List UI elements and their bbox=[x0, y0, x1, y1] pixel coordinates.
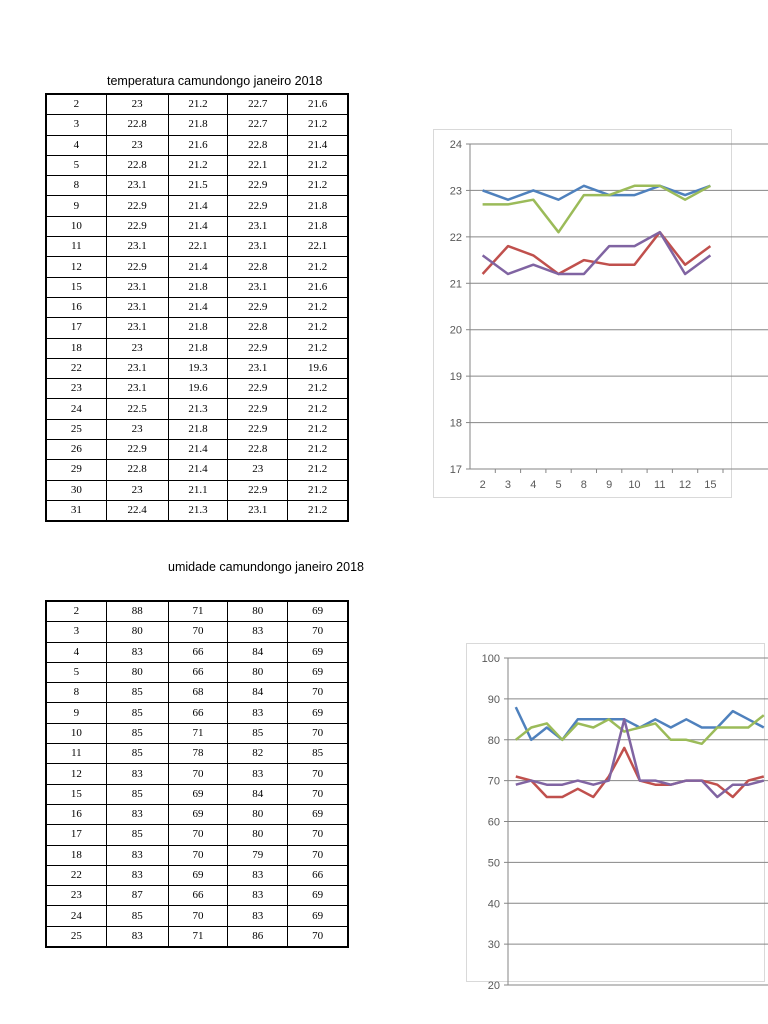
value-cell: 21.3 bbox=[168, 399, 228, 419]
value-cell: 85 bbox=[106, 906, 168, 926]
value-cell: 21.2 bbox=[288, 257, 348, 277]
day-cell: 24 bbox=[46, 906, 106, 926]
value-cell: 21.1 bbox=[168, 480, 228, 500]
value-cell: 22.9 bbox=[228, 176, 288, 196]
value-cell: 21.2 bbox=[288, 155, 348, 175]
day-cell: 25 bbox=[46, 419, 106, 439]
table-row bbox=[46, 500, 348, 521]
table-row bbox=[46, 94, 348, 115]
y-tick-label: 70 bbox=[487, 775, 500, 788]
table-row bbox=[46, 399, 348, 419]
value-cell: 66 bbox=[168, 642, 228, 662]
y-tick-label: 24 bbox=[449, 139, 462, 151]
day-cell: 9 bbox=[46, 703, 106, 723]
value-cell: 83 bbox=[106, 804, 168, 824]
value-cell: 70 bbox=[288, 784, 348, 804]
day-cell: 29 bbox=[46, 460, 106, 480]
humidity-chart-svg bbox=[466, 643, 766, 992]
value-cell: 22.9 bbox=[228, 379, 288, 399]
x-tick-label: 8 bbox=[580, 479, 587, 491]
value-cell: 21.8 bbox=[168, 115, 228, 135]
value-cell: 21.4 bbox=[168, 460, 228, 480]
day-cell: 30 bbox=[46, 480, 106, 500]
x-tick-label: 3 bbox=[504, 479, 512, 491]
value-cell: 70 bbox=[288, 622, 348, 642]
day-cell: 22 bbox=[46, 865, 106, 885]
value-cell: 21.4 bbox=[168, 440, 228, 460]
value-cell: 79 bbox=[228, 845, 288, 865]
value-cell: 22.9 bbox=[106, 257, 168, 277]
value-cell: 22.9 bbox=[228, 480, 288, 500]
temperature-table bbox=[45, 93, 349, 522]
day-cell: 22 bbox=[46, 358, 106, 378]
x-tick-label: 4 bbox=[530, 479, 537, 491]
value-cell: 23.1 bbox=[106, 297, 168, 317]
value-cell: 80 bbox=[106, 622, 168, 642]
value-cell: 23 bbox=[106, 135, 168, 155]
value-cell: 22.9 bbox=[228, 419, 288, 439]
table-row bbox=[46, 886, 348, 906]
y-tick-label: 40 bbox=[487, 898, 500, 911]
value-cell: 85 bbox=[228, 723, 288, 743]
table-row bbox=[46, 297, 348, 317]
value-cell: 21.2 bbox=[288, 115, 348, 135]
value-cell: 21.2 bbox=[288, 338, 348, 358]
table-row bbox=[46, 135, 348, 155]
day-cell: 11 bbox=[46, 237, 106, 257]
day-cell: 11 bbox=[46, 744, 106, 764]
day-cell: 18 bbox=[46, 845, 106, 865]
value-cell: 23.1 bbox=[106, 277, 168, 297]
day-cell: 12 bbox=[46, 257, 106, 277]
table-row bbox=[46, 642, 348, 662]
value-cell: 83 bbox=[106, 926, 168, 947]
value-cell: 21.4 bbox=[168, 297, 228, 317]
value-cell: 21.2 bbox=[288, 440, 348, 460]
value-cell: 85 bbox=[106, 784, 168, 804]
value-cell: 88 bbox=[106, 601, 168, 622]
day-cell: 31 bbox=[46, 500, 106, 521]
x-tick-label: 15 bbox=[704, 479, 717, 491]
day-cell: 8 bbox=[46, 683, 106, 703]
day-cell: 24 bbox=[46, 399, 106, 419]
y-tick-label: 80 bbox=[487, 734, 500, 747]
x-tick-label: 10 bbox=[628, 479, 641, 491]
y-tick-label: 22 bbox=[449, 231, 462, 244]
value-cell: 83 bbox=[228, 622, 288, 642]
x-tick-label: 2 bbox=[479, 479, 486, 491]
table-row bbox=[46, 115, 348, 135]
table-row bbox=[46, 744, 348, 764]
humidity-table bbox=[45, 600, 349, 948]
value-cell: 70 bbox=[288, 764, 348, 784]
value-cell: 23 bbox=[106, 419, 168, 439]
value-cell: 70 bbox=[288, 683, 348, 703]
value-cell: 66 bbox=[168, 703, 228, 723]
table-row bbox=[46, 926, 348, 947]
value-cell: 82 bbox=[228, 744, 288, 764]
value-cell: 23 bbox=[106, 480, 168, 500]
y-tick-label: 21 bbox=[449, 278, 462, 291]
value-cell: 80 bbox=[228, 601, 288, 622]
table-row bbox=[46, 419, 348, 439]
value-cell: 70 bbox=[168, 845, 228, 865]
value-cell: 19.3 bbox=[168, 358, 228, 378]
day-cell: 9 bbox=[46, 196, 106, 216]
table-row bbox=[46, 703, 348, 723]
value-cell: 23 bbox=[106, 94, 168, 115]
value-cell: 80 bbox=[228, 825, 288, 845]
value-cell: 69 bbox=[288, 886, 348, 906]
value-cell: 85 bbox=[106, 683, 168, 703]
value-cell: 22.4 bbox=[106, 500, 168, 521]
value-cell: 22.9 bbox=[106, 440, 168, 460]
day-cell: 17 bbox=[46, 318, 106, 338]
table-row bbox=[46, 825, 348, 845]
day-cell: 2 bbox=[46, 94, 106, 115]
value-cell: 83 bbox=[228, 865, 288, 885]
value-cell: 21.2 bbox=[288, 399, 348, 419]
value-cell: 21.4 bbox=[168, 257, 228, 277]
value-cell: 21.2 bbox=[288, 460, 348, 480]
value-cell: 70 bbox=[288, 723, 348, 743]
x-tick-label: 12 bbox=[678, 479, 692, 491]
temperature-chart-svg bbox=[433, 129, 733, 499]
value-cell: 22.1 bbox=[168, 237, 228, 257]
day-cell: 23 bbox=[46, 886, 106, 906]
value-cell: 66 bbox=[168, 886, 228, 906]
value-cell: 66 bbox=[168, 662, 228, 682]
value-cell: 84 bbox=[228, 784, 288, 804]
y-tick-label: 17 bbox=[449, 464, 462, 476]
value-cell: 70 bbox=[288, 845, 348, 865]
table-row bbox=[46, 237, 348, 257]
value-cell: 83 bbox=[228, 703, 288, 723]
value-cell: 23.1 bbox=[106, 379, 168, 399]
value-cell: 22.8 bbox=[228, 318, 288, 338]
day-cell: 4 bbox=[46, 642, 106, 662]
table-row bbox=[46, 662, 348, 682]
table-row bbox=[46, 379, 348, 399]
value-cell: 23.1 bbox=[106, 358, 168, 378]
value-cell: 69 bbox=[168, 865, 228, 885]
table-row bbox=[46, 480, 348, 500]
value-cell: 23 bbox=[106, 338, 168, 358]
value-cell: 22.8 bbox=[228, 257, 288, 277]
day-cell: 15 bbox=[46, 277, 106, 297]
value-cell: 70 bbox=[288, 926, 348, 947]
value-cell: 83 bbox=[106, 764, 168, 784]
x-tick-label: 5 bbox=[555, 479, 562, 491]
value-cell: 21.2 bbox=[288, 297, 348, 317]
value-cell: 21.3 bbox=[168, 500, 228, 521]
day-cell: 10 bbox=[46, 216, 106, 236]
value-cell: 69 bbox=[288, 662, 348, 682]
value-cell: 83 bbox=[106, 845, 168, 865]
day-cell: 26 bbox=[46, 440, 106, 460]
y-tick-label: 60 bbox=[487, 816, 500, 829]
day-cell: 10 bbox=[46, 723, 106, 743]
y-tick-label: 23 bbox=[449, 185, 462, 198]
day-cell: 16 bbox=[46, 804, 106, 824]
value-cell: 69 bbox=[288, 601, 348, 622]
value-cell: 21.2 bbox=[168, 155, 228, 175]
day-cell: 2 bbox=[46, 601, 106, 622]
table-row bbox=[46, 460, 348, 480]
day-cell: 23 bbox=[46, 379, 106, 399]
value-cell: 22.5 bbox=[106, 399, 168, 419]
value-cell: 23.1 bbox=[228, 277, 288, 297]
value-cell: 21.8 bbox=[168, 318, 228, 338]
table-row bbox=[46, 176, 348, 196]
value-cell: 22.8 bbox=[106, 460, 168, 480]
table-row bbox=[46, 440, 348, 460]
value-cell: 69 bbox=[168, 804, 228, 824]
value-cell: 66 bbox=[288, 865, 348, 885]
value-cell: 70 bbox=[168, 622, 228, 642]
value-cell: 22.8 bbox=[228, 135, 288, 155]
day-cell: 17 bbox=[46, 825, 106, 845]
value-cell: 83 bbox=[228, 764, 288, 784]
value-cell: 84 bbox=[228, 683, 288, 703]
value-cell: 85 bbox=[106, 825, 168, 845]
value-cell: 21.8 bbox=[168, 338, 228, 358]
value-cell: 21.8 bbox=[168, 277, 228, 297]
value-cell: 21.6 bbox=[168, 135, 228, 155]
value-cell: 80 bbox=[106, 662, 168, 682]
humidity-chart bbox=[466, 643, 711, 992]
value-cell: 21.2 bbox=[288, 500, 348, 521]
table-row bbox=[46, 764, 348, 784]
value-cell: 21.6 bbox=[288, 94, 348, 115]
value-cell: 23.1 bbox=[106, 176, 168, 196]
value-cell: 69 bbox=[288, 642, 348, 662]
value-cell: 22.7 bbox=[228, 94, 288, 115]
value-cell: 87 bbox=[106, 886, 168, 906]
value-cell: 22.8 bbox=[228, 440, 288, 460]
value-cell: 22.9 bbox=[228, 399, 288, 419]
value-cell: 70 bbox=[168, 825, 228, 845]
day-cell: 5 bbox=[46, 662, 106, 682]
day-cell: 18 bbox=[46, 338, 106, 358]
value-cell: 21.6 bbox=[288, 277, 348, 297]
value-cell: 22.1 bbox=[288, 237, 348, 257]
day-cell: 12 bbox=[46, 764, 106, 784]
value-cell: 23 bbox=[228, 460, 288, 480]
value-cell: 85 bbox=[106, 723, 168, 743]
value-cell: 83 bbox=[106, 865, 168, 885]
day-cell: 4 bbox=[46, 135, 106, 155]
table-row bbox=[46, 338, 348, 358]
day-cell: 15 bbox=[46, 784, 106, 804]
x-tick-label: 9 bbox=[606, 479, 613, 491]
temperature-chart bbox=[433, 129, 717, 499]
value-cell: 84 bbox=[228, 642, 288, 662]
value-cell: 21.2 bbox=[288, 176, 348, 196]
value-cell: 21.4 bbox=[288, 135, 348, 155]
y-tick-label: 18 bbox=[449, 417, 462, 430]
value-cell: 22.9 bbox=[106, 196, 168, 216]
value-cell: 21.5 bbox=[168, 176, 228, 196]
temperature-table-title: temperatura camundongo janeiro 2018 bbox=[107, 74, 323, 88]
table-row bbox=[46, 216, 348, 236]
value-cell: 69 bbox=[288, 804, 348, 824]
value-cell: 19.6 bbox=[288, 358, 348, 378]
value-cell: 23.1 bbox=[106, 237, 168, 257]
value-cell: 23.1 bbox=[228, 358, 288, 378]
value-cell: 21.8 bbox=[288, 196, 348, 216]
value-cell: 22.9 bbox=[228, 196, 288, 216]
x-tick-label: 11 bbox=[654, 479, 666, 491]
value-cell: 21.2 bbox=[288, 318, 348, 338]
value-cell: 83 bbox=[106, 642, 168, 662]
table-row bbox=[46, 804, 348, 824]
value-cell: 85 bbox=[106, 703, 168, 723]
value-cell: 78 bbox=[168, 744, 228, 764]
value-cell: 85 bbox=[106, 744, 168, 764]
value-cell: 23.1 bbox=[228, 216, 288, 236]
value-cell: 22.8 bbox=[106, 115, 168, 135]
value-cell: 22.8 bbox=[106, 155, 168, 175]
value-cell: 21.2 bbox=[288, 379, 348, 399]
value-cell: 86 bbox=[228, 926, 288, 947]
value-cell: 22.9 bbox=[106, 216, 168, 236]
value-cell: 83 bbox=[228, 886, 288, 906]
value-cell: 69 bbox=[288, 703, 348, 723]
table-row bbox=[46, 257, 348, 277]
table-row bbox=[46, 906, 348, 926]
y-tick-label: 20 bbox=[487, 980, 500, 992]
value-cell: 21.8 bbox=[288, 216, 348, 236]
table-row bbox=[46, 865, 348, 885]
value-cell: 22.1 bbox=[228, 155, 288, 175]
value-cell: 23.1 bbox=[228, 500, 288, 521]
table-row bbox=[46, 845, 348, 865]
value-cell: 21.2 bbox=[288, 480, 348, 500]
value-cell: 21.4 bbox=[168, 216, 228, 236]
y-tick-label: 100 bbox=[481, 653, 500, 665]
y-tick-label: 19 bbox=[449, 371, 462, 384]
day-cell: 25 bbox=[46, 926, 106, 947]
value-cell: 70 bbox=[288, 825, 348, 845]
value-cell: 80 bbox=[228, 804, 288, 824]
value-cell: 22.9 bbox=[228, 338, 288, 358]
value-cell: 22.7 bbox=[228, 115, 288, 135]
humidity-table-title: umidade camundongo janeiro 2018 bbox=[168, 560, 364, 574]
value-cell: 23.1 bbox=[106, 318, 168, 338]
day-cell: 5 bbox=[46, 155, 106, 175]
day-cell: 16 bbox=[46, 297, 106, 317]
table-row bbox=[46, 723, 348, 743]
day-cell: 3 bbox=[46, 115, 106, 135]
value-cell: 22.9 bbox=[228, 297, 288, 317]
value-cell: 70 bbox=[168, 764, 228, 784]
value-cell: 70 bbox=[168, 906, 228, 926]
value-cell: 21.8 bbox=[168, 419, 228, 439]
table-row bbox=[46, 277, 348, 297]
table-row bbox=[46, 196, 348, 216]
value-cell: 80 bbox=[228, 662, 288, 682]
value-cell: 21.2 bbox=[168, 94, 228, 115]
value-cell: 23.1 bbox=[228, 237, 288, 257]
y-tick-label: 30 bbox=[487, 939, 500, 952]
table-row bbox=[46, 622, 348, 642]
value-cell: 83 bbox=[228, 906, 288, 926]
y-tick-label: 20 bbox=[449, 324, 462, 337]
table-row bbox=[46, 318, 348, 338]
day-cell: 8 bbox=[46, 176, 106, 196]
table-row bbox=[46, 683, 348, 703]
y-tick-label: 50 bbox=[487, 857, 500, 870]
value-cell: 68 bbox=[168, 683, 228, 703]
y-tick-label: 90 bbox=[487, 693, 500, 706]
value-cell: 71 bbox=[168, 601, 228, 622]
value-cell: 21.4 bbox=[168, 196, 228, 216]
value-cell: 71 bbox=[168, 723, 228, 743]
value-cell: 69 bbox=[168, 784, 228, 804]
day-cell: 3 bbox=[46, 622, 106, 642]
table-row bbox=[46, 155, 348, 175]
table-row bbox=[46, 784, 348, 804]
value-cell: 85 bbox=[288, 744, 348, 764]
table-row bbox=[46, 601, 348, 622]
value-cell: 69 bbox=[288, 906, 348, 926]
value-cell: 19.6 bbox=[168, 379, 228, 399]
value-cell: 71 bbox=[168, 926, 228, 947]
table-row bbox=[46, 358, 348, 378]
value-cell: 21.2 bbox=[288, 419, 348, 439]
